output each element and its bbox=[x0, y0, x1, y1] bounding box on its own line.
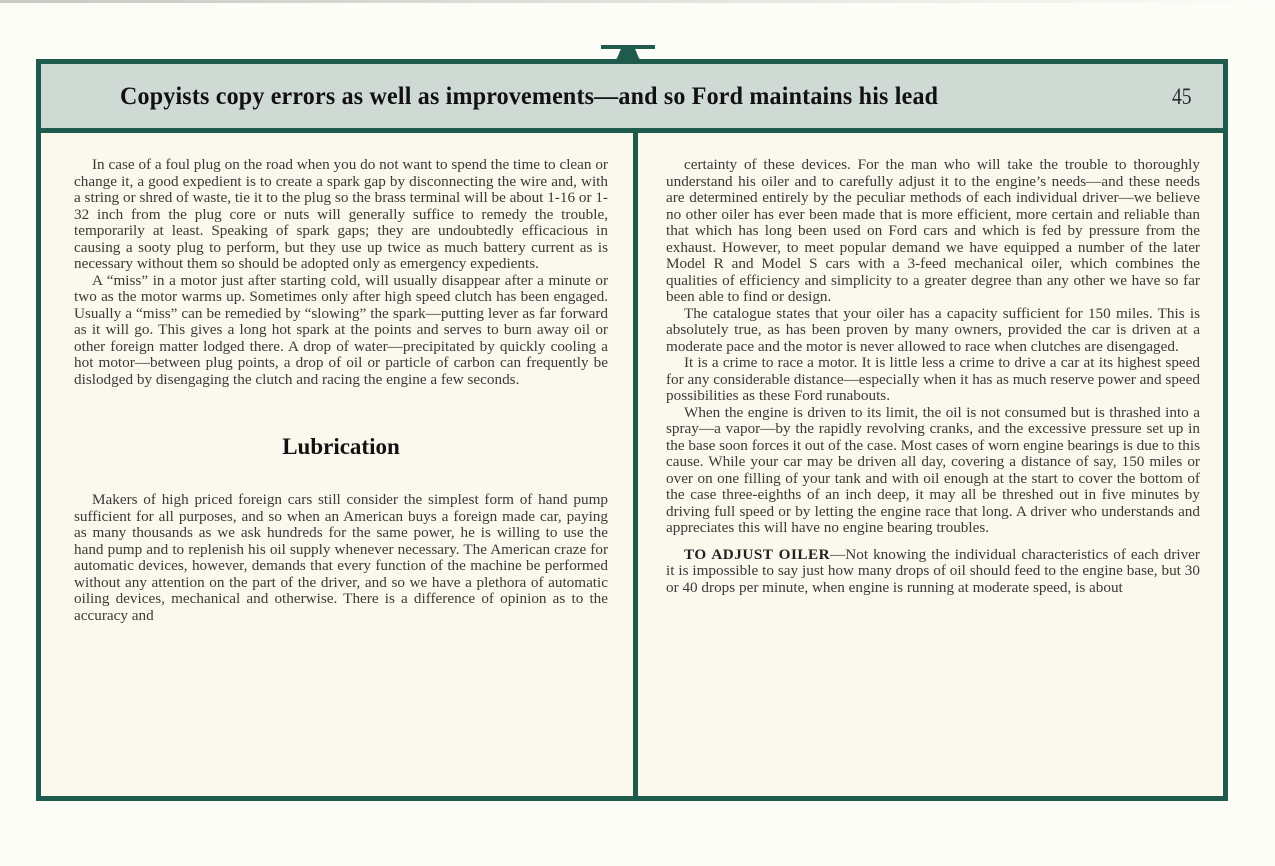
paragraph-oiler-capacity: The catalogue states that your oiler has a capacity sufficient for 150 miles. This is absolutely true, as has been proven by many owners, provided the car is driven at a moderate pace and the motor is never allowed to race when clutches are disengaged. bbox=[666, 304, 1200, 355]
page-header bbox=[41, 64, 1223, 133]
page-number: 45 bbox=[1172, 84, 1192, 109]
paragraph-miss: A “miss” in a motor just after starting cold, will usually disappear after a minute or two as the motor warms up. Sometimes only after high speed clutch has been engaged. Usually a “miss” can be remedied by “slowing” the spark—putting lever as far forward as it will go. This gives a long hot spark at the points and serves to burn away oil or other foreign matter lodged there. A drop of water—precipitated by quickly cooling a hot motor—between plug points, a drop of oil or particle of carbon can frequently be dislodged by disengaging the clutch and racing the engine a few seconds. bbox=[74, 271, 608, 388]
page-title: Copyists copy errors as well as improvements—and so Ford maintains his lead bbox=[120, 83, 939, 110]
column-divider bbox=[633, 128, 638, 796]
scan-edge-rule bbox=[0, 0, 1275, 3]
paragraph-lubrication: Makers of high priced foreign cars still consider the simplest form of hand pump sufficient for all purposes, and so when an American buys a foreign made car, paying as many thousands as we ask hundreds for the same power, he is willing to use the hand pump and to replenish his oil supply whenever necessary. The American craze for automatic devices, however, demands that every function of the machine be performed without any attention on the part of the driver, and so we have a plethora of automatic oiling devices, mechanical and otherwise. There is a difference of opinion as to the accuracy and bbox=[74, 491, 608, 624]
section-heading-lubrication: Lubrication bbox=[282, 434, 400, 459]
run-in-heading: TO ADJUST OILER bbox=[684, 545, 831, 563]
paragraph-foul-plug: In case of a foul plug on the road when you do not want to spend the time to clean or change it, a good expedient is to create a spark gap by disconnecting the wire and, with a string or shred of waste, tie it to the plug so the brass terminal will be about 1-16 or 1-32 inch from the plug core or nuts will generally suffice to remedy the trouble, temporarily at least. Speaking of spark gaps; they are undoubtedly efficacious in causing a sooty plug to perform, but they use up twice as much battery current as is necessary without them so should be adopted only as emergency expedients. bbox=[74, 156, 608, 272]
paragraph-adjust-oiler bbox=[666, 547, 1200, 597]
page-frame bbox=[36, 59, 1228, 801]
adjust-oiler-text: —Not knowing the individual characteristics of each driver it is impossible to say just how many drops of oil should feed to the engine base, but 30 or 40 drops per minute, when engine is running at moderate speed, is about bbox=[666, 545, 1200, 596]
paragraph-engine-limit: When the engine is driven to its limit, the oil is not consumed but is thrashed into a spray—a vapor—by the rapidly revolving cranks, and the excessive pressure set up in the base soon forces it out of the case. Most cases of worn engine bearings is due to this cause. While your car may be driven all day, covering a distance of say, 150 miles or over on one filling of your tank and with oil enough at the start to cover the bottom of the case three-eighths of an inch deep, it may all be threshed out in five minutes by driving full speed or by letting the engine race that long. A driver who understands and appreciates this will have no engine bearing troubles. bbox=[666, 403, 1200, 536]
left-column bbox=[74, 157, 608, 624]
paragraph-oiler-certainty: certainty of these devices. For the man who will take the trouble to thoroughly understand his oiler and to carefully adjust it to the engine’s needs—and these needs are determined entirely by the peculiar methods of each individual driver—we believe no other oiler has ever been made that is more efficient, more certain and reliable than that which has long been used on Ford cars and which is fed by pressure from the exhaust. However, to meet popular demand we have equipped a number of the later Model R and Model S cars with a 3-feed mechanical oiler, which combines the qualities of efficiency and simplicity to a greater degree than any other we have so far been able to find or design. bbox=[666, 156, 1200, 305]
right-column bbox=[666, 157, 1200, 596]
paragraph-racing-motor: It is a crime to race a motor. It is little less a crime to drive a car at its highest speed for any considerable distance—especially when it has as much reserve power and speed possibilities as these Ford runabouts. bbox=[666, 354, 1200, 404]
